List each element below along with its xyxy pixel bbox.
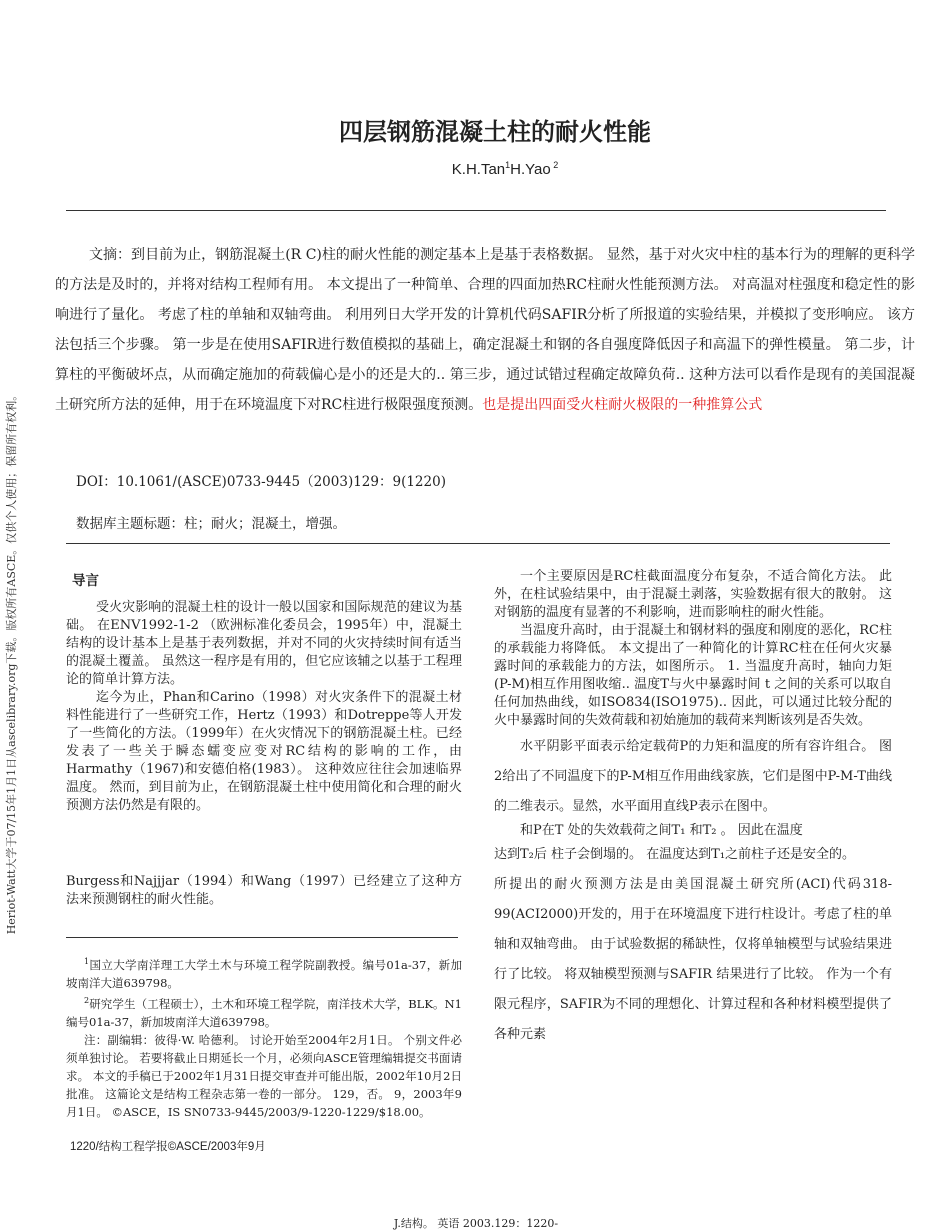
footnote-1 bbox=[66, 953, 462, 992]
right-paragraph-1: 一个主要原因是RC柱截面温度分布复杂，不适合简化方法。 此外，在柱试验结果中，由于混凝土剥落，实验数据有很大的散射。 这对钢筋的温度有显著的不利影响，进而影响柱的耐火性能。 bbox=[494, 569, 892, 620]
footnote-2-mark: 2 bbox=[84, 995, 90, 1005]
left-column bbox=[66, 565, 462, 909]
title-divider bbox=[66, 210, 886, 211]
footnote-2-text: 研究学生（工程硕士），土木和环境工程学院，南洋技术大学，BLK。N1 编号01a-37，新加坡南洋大道639798。 bbox=[66, 996, 462, 1029]
editorial-note: 注：副编辑：彼得·W. 哈德利。 讨论开始至2004年2月1日。 个别文件必须单独讨论。 若要将截止日期延长一个月，必须向ASCE管理编辑提交书面请求。 本文的手稿已于2002年1月31日提交审查并可能出版，2002年10月2日批准。 这篇论文是结构工程杂志第一卷的一部分。 129，否。 9，2003年9月1日。 ©ASCE，IS SN0733-9445/2003/9-1220-1229/$18.00。 bbox=[66, 1032, 462, 1119]
download-notice-text: Heriot-Watt大学于07/15年1月1日从ascelibrary.org下载。版权所有ASCE。仅供个人使用；保留所有权利。 bbox=[5, 389, 18, 935]
author-1-affiliation-mark: 1 bbox=[505, 160, 511, 170]
introduction-heading: 导言 bbox=[72, 573, 99, 589]
abstract bbox=[55, 240, 915, 420]
author-1: K.H.Tan bbox=[451, 161, 506, 178]
intro-paragraph-2: 迄今为止，Phan和Carino（1998）对火灾条件下的混凝土材料性能进行了一些研究工作，Hertz（1993）和Dotreppe等人开发了一些简化的方法。（1999年）在火灾情况下的钢筋混凝土柱。已经发表了一些关于瞬态蠕变应变对RC结构的影响的工作，由Harmathy（1967)和安德伯格(1983）。 这种效应往往会加速临界温度。 然而，到目前为止，在钢筋混凝土柱中使用简化和合理的耐火预测方法仍然是有限的。 bbox=[66, 690, 462, 813]
right-paragraph-2: 当温度升高时，由于混凝土和钢材料的强度和刚度的恶化，RC柱的承载能力将降低。 本文提出了一种简化的计算RC柱在任何火灾暴露时间的承载能力的方法，如图所示。 1. 当温度升高时，轴向力矩(P-M)相互作用图收缩.. 温度T与火中暴露时间 t 之间的关系可以取自任何加热曲线，如ISO834(ISO1975).. 因此，可以通过比较分配的火中暴露时间的失效荷载和初始施加的载荷来判断该列是否失效。 bbox=[494, 623, 892, 728]
footnotes bbox=[66, 953, 462, 1121]
footnote-2 bbox=[66, 992, 462, 1031]
subject-headings: 数据库主题标题：柱；耐火；混凝土，增强。 bbox=[76, 516, 346, 532]
doi-line: DOI：10.1061/(ASCE)0733-9445（2003)129：9(1220) bbox=[76, 474, 446, 490]
author-line bbox=[0, 160, 952, 178]
right-paragraph-4b: 达到T₂后 柱子会倒塌的。 在温度达到T₁之前柱子还是安全的。 bbox=[494, 847, 856, 862]
footnote-1-mark: 1 bbox=[84, 957, 90, 966]
intro-paragraph-1: 受火灾影响的混凝土柱的设计一般以国家和国际规范的建议为基础。 在ENV1992-1-2 （欧洲标准化委员会，1995年）中，混凝土结构的设计基本上是基于表列数据，并对不同的火灾持续时间有适当的混凝土覆盖。 虽然这一程序是有用的，但它应该辅之以基于工程理论的简单计算方法。 bbox=[66, 600, 462, 687]
right-paragraph-5: 所提出的耐火预测方法是由美国混凝土研究所(ACI)代码318-99(ACI2000)开发的，用于在环境温度下进行柱设计。考虑了柱的单轴和双轴弯曲。 由于试验数据的稀缺性，仅将单轴模型与试验结果进行了比较。 将双轴模型预测与SAFIR 结果进行了比较。 作为一个有限元程序，SAFIR为不同的理想化、计算过程和各种材料模型提供了各种元素 bbox=[494, 877, 892, 1042]
right-column bbox=[494, 568, 892, 1050]
journal-citation: 1220/结构工程学报©ASCE/2003年9月 bbox=[70, 1141, 266, 1153]
intro-paragraph-3: Burgess和Najjjar（1994）和Wang（1997）已经建立了这种方法来预测钢柱的耐火性能。 bbox=[66, 874, 462, 907]
author-2: H.Yao bbox=[510, 161, 551, 178]
abstract-annotation: 也是提出四面受火柱耐火极限的一种推算公式 bbox=[482, 397, 763, 413]
right-paragraph-3: 水平阴影平面表示给定载荷P的力矩和温度的所有容许组合。 图 2给出了不同温度下的P-M相互作用曲线家族，它们是图中P-M-T曲线的二维表示。显然，水平面用直线P表示在图中。 bbox=[494, 739, 892, 814]
download-notice-sidebar bbox=[0, 372, 22, 952]
footnote-1-text: 国立大学南洋理工大学土木与环境工程学院副教授。编号01a-37，新加坡南洋大道639798。 bbox=[66, 957, 462, 990]
footnote-divider bbox=[66, 937, 458, 938]
abstract-divider bbox=[66, 543, 890, 544]
abstract-text: 文摘：到目前为止，钢筋混凝土(R C)柱的耐火性能的测定基本上是基于表格数据。 显然，基于对火灾中柱的基本行为的理解的更科学的方法是及时的，并将对结构工程师有用。 本文提出了一种简单、合理的四面加热RC柱耐火性能预测方法。 对高温对柱强度和稳定性的影响进行了量化。 考虑了柱的单轴和双轴弯曲。 利用列日大学开发的计算机代码SAFIR分析了所报道的实验结果，并模拟了变形响应。 该方法包括三个步骤。 第一步是在使用SAFIR进行数值模拟的基础上，确定混凝土和钢的各自强度降低因子和高温下的弹性模量。 第二步，计算柱的平衡破坏点，从而确定施加的荷载偏心是小的还是大的.. 第三步，通过试错过程确定故障负荷.. 这种方法可以看作是现有的美国混凝土研究所方法的延伸，用于在环境温度下对RC柱进行极限强度预测。 bbox=[55, 247, 915, 413]
paper-title: 四层钢筋混凝土柱的耐火性能 bbox=[339, 118, 651, 146]
right-paragraph-4a: 和P在T 处的失效载荷之间T₁ 和T₂ 。 因此在温度 bbox=[520, 823, 803, 838]
page-footer: J.结构。 英语 2003.129：1220- bbox=[393, 1217, 559, 1230]
author-2-affiliation-mark: 2 bbox=[550, 160, 559, 170]
